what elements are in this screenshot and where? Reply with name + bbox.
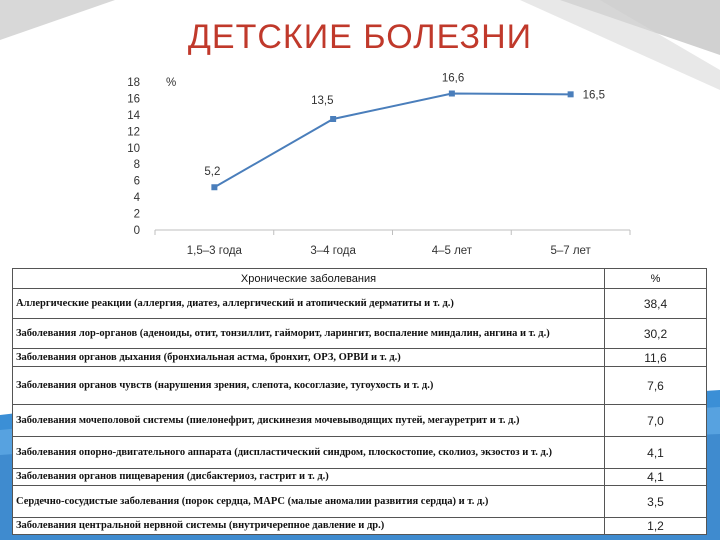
data-label: 13,5 [311, 95, 334, 107]
data-label: 16,6 [441, 72, 465, 85]
disease-name: Заболевания мочеполовой системы (пиелонефрит, дискинезия мочевыводящих путей, мегауретрит и т. д.) [13, 405, 605, 437]
disease-percent: 38,4 [605, 289, 707, 319]
table-row [13, 367, 707, 405]
table-header-row [13, 269, 707, 289]
disease-name: Заболевания органов пищеварения (дисбактериоз, гастрит и т. д.) [13, 469, 605, 486]
data-point [449, 91, 455, 97]
disease-percent: 7,0 [605, 405, 707, 437]
y-tick-label: 12 [127, 126, 140, 139]
disease-name: Заболевания опорно-двигательного аппарата (диспластический синдром, плоскостопие, сколиоз, экзостоз и т. д.) [13, 437, 605, 469]
x-tick-label: 4–5 лет [431, 245, 473, 257]
data-label: 16,5 [582, 89, 606, 102]
data-point [568, 91, 574, 97]
chronic-diseases-table [12, 268, 707, 535]
disease-percent: 30,2 [605, 319, 707, 349]
table-row [13, 486, 707, 518]
y-tick-label: 8 [133, 159, 140, 172]
disease-name: Заболевания лор-органов (аденоиды, отит, тонзиллит, гайморит, ларингит, воспаление миндалин, ангина и т. д.) [13, 319, 605, 349]
line-chart [110, 70, 640, 265]
data-point [211, 184, 217, 190]
header-percent: % [605, 269, 707, 289]
header-diseases: Хронические заболевания [13, 269, 605, 289]
slide-title: ДЕТСКИЕ БОЛЕЗНИ [187, 18, 533, 56]
y-axis-label: % [166, 77, 177, 89]
series-line [214, 94, 570, 188]
table-row [13, 437, 707, 469]
disease-name: Сердечно-сосудистые заболевания (порок сердца, МАРС (малые аномалии развития сердца) и т. д.) [13, 486, 605, 518]
data-point [330, 116, 336, 122]
y-tick-label: 4 [133, 192, 140, 205]
y-tick-label: 14 [127, 109, 140, 122]
table-row [13, 405, 707, 437]
disease-name: Аллергические реакции (аллергия, диатез, аллергический и атопический дерматиты и т. д.) [13, 289, 605, 319]
disease-percent: 3,5 [605, 486, 707, 518]
disease-percent: 1,2 [605, 518, 707, 535]
x-tick-label: 5–7 лет [550, 245, 591, 257]
disease-name: Заболевания органов дыхания (бронхиальная астма, бронхит, ОРЗ, ОРВИ и т. д.) [13, 349, 605, 367]
table-row [13, 518, 707, 535]
y-tick-label: 2 [133, 208, 140, 221]
x-tick-label: 3–4 года [310, 245, 356, 257]
y-tick-label: 10 [127, 142, 140, 155]
table-row [13, 349, 707, 367]
y-tick-label: 6 [133, 175, 140, 188]
disease-percent: 4,1 [605, 469, 707, 486]
y-tick-label: 0 [133, 225, 140, 237]
y-tick-label: 16 [127, 93, 140, 106]
disease-percent: 7,6 [605, 367, 707, 405]
table-row [13, 289, 707, 319]
y-tick-label: 18 [127, 77, 140, 89]
data-label: 5,2 [204, 166, 221, 179]
disease-name: Заболевания центральной нервной системы (внутричерепное давление и др.) [13, 518, 605, 535]
x-tick-label: 1,5–3 года [186, 245, 242, 257]
disease-percent: 4,1 [605, 437, 707, 469]
table-row [13, 319, 707, 349]
disease-name: Заболевания органов чувств (нарушения зрения, слепота, косоглазие, тугоухость и т. д.) [13, 367, 605, 405]
disease-percent: 11,6 [605, 349, 707, 367]
table-row [13, 469, 707, 486]
